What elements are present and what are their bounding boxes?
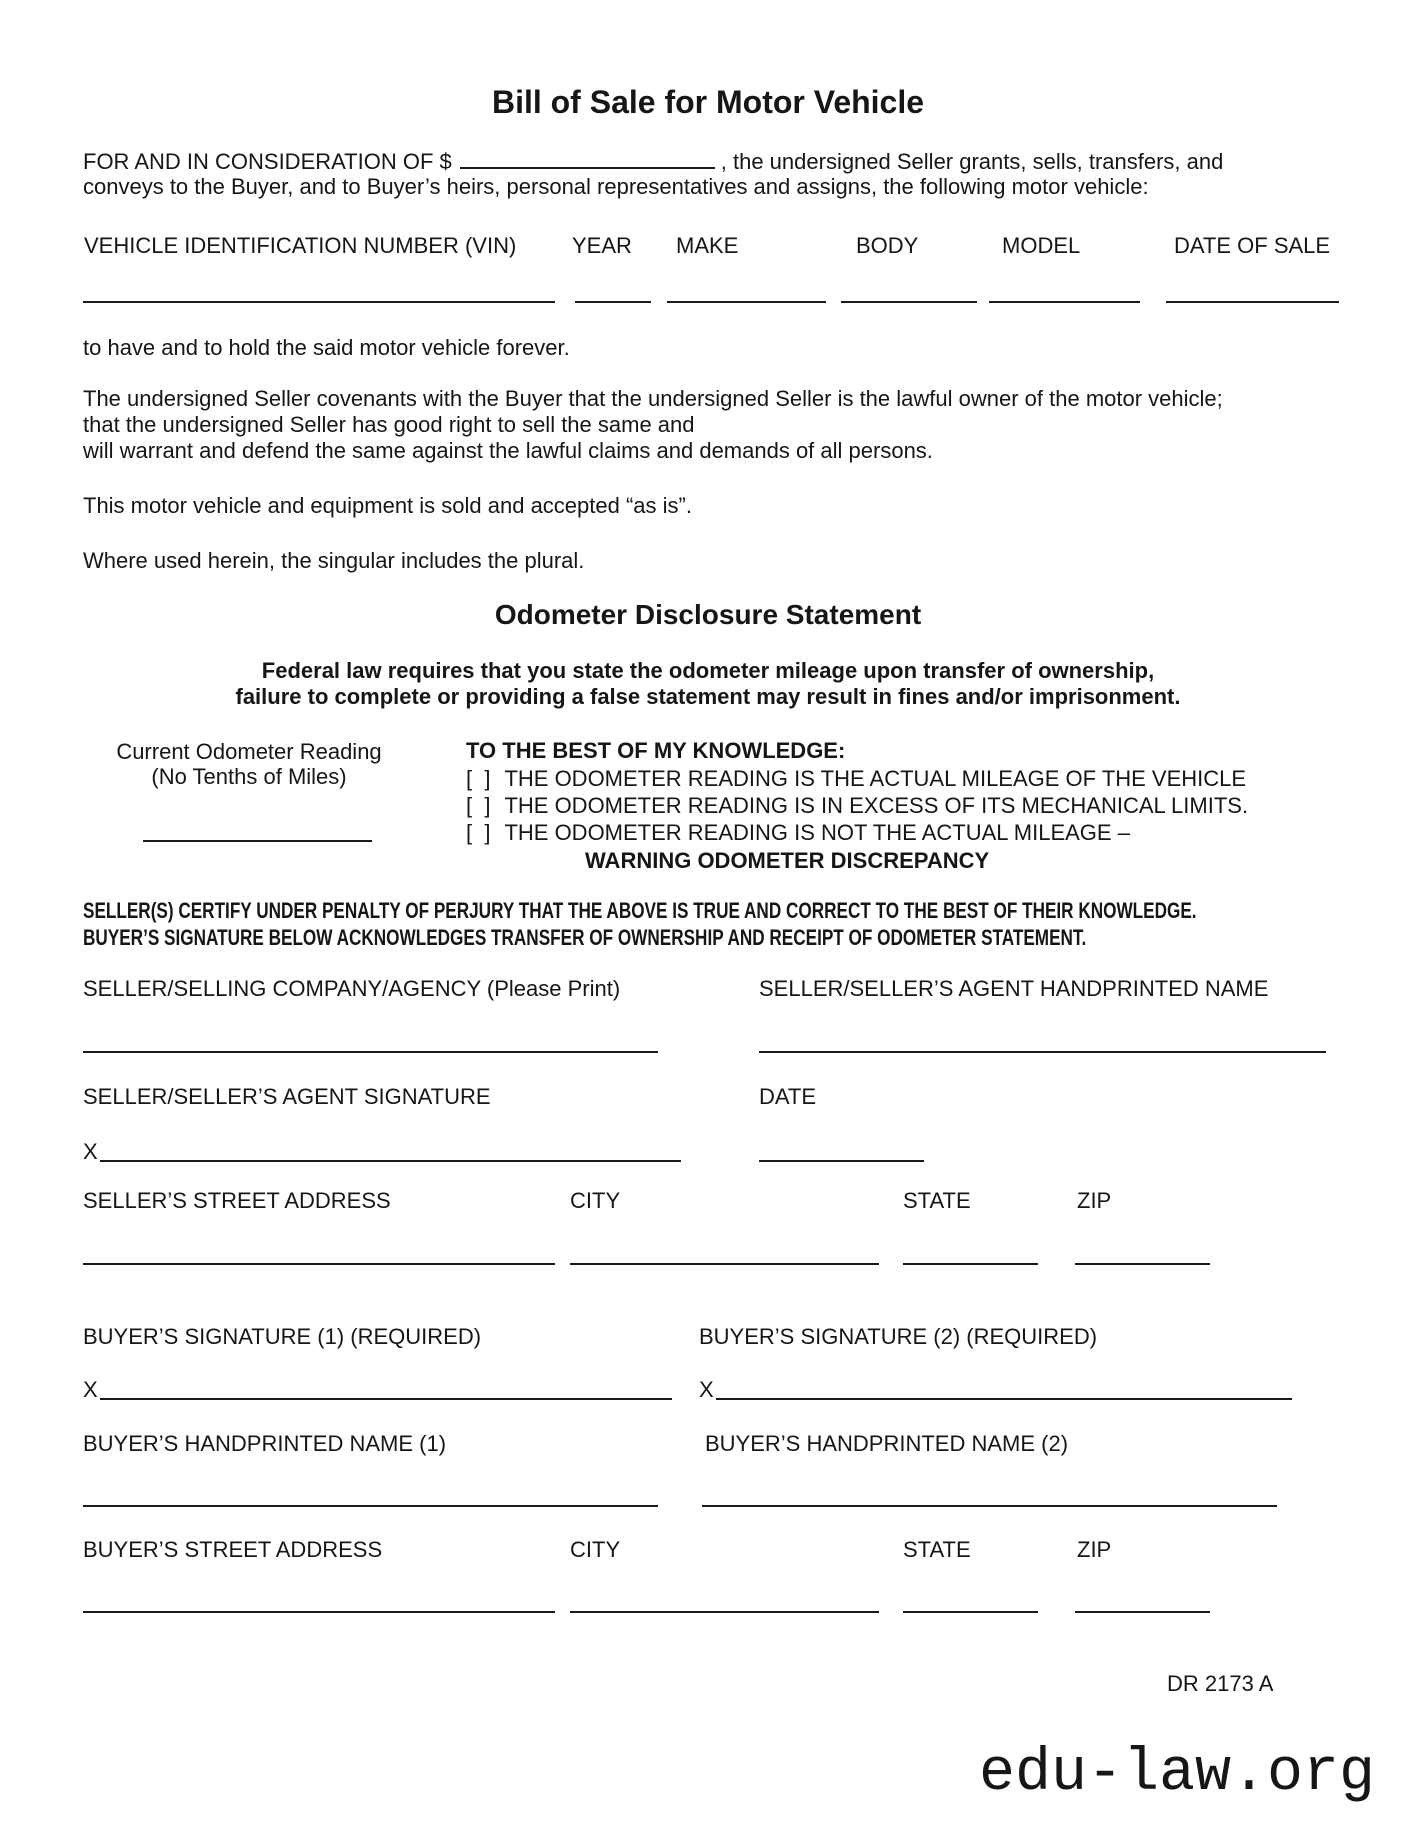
odometer-option-actual [466,766,1246,791]
odometer-reading-label-line1: Current Odometer Reading [116,739,382,764]
hold-clause: to have and to hold the said motor vehicle forever. [83,335,570,360]
buyer-signature2-x-mark: X [699,1377,714,1402]
federal-law-notice [0,658,1416,710]
page-title: Bill of Sale for Motor Vehicle [491,84,925,120]
knowledge-heading: TO THE BEST OF MY KNOWLEDGE: [466,738,846,763]
date-of-sale-input-line[interactable] [1166,301,1339,303]
seller-signature-x-mark: X [83,1139,98,1164]
seller-date-input-line[interactable] [759,1160,924,1162]
odometer-section-heading: Odometer Disclosure Statement [494,599,922,630]
make-input-line[interactable] [667,301,826,303]
covenant-clause [83,386,1223,464]
odometer-option-excess [466,793,1248,818]
seller-date-label: DATE [759,1084,817,1109]
odometer-option-not-actual-label: THE ODOMETER READING IS NOT THE ACTUAL MILEAGE – [504,820,1130,845]
seller-signature-input-line[interactable] [100,1160,681,1162]
odometer-reading-label-line2: (No Tenths of Miles) [151,764,347,789]
odometer-reading-input-line[interactable] [143,840,372,842]
consideration-paragraph [83,147,1223,199]
buyer-signature2-label: BUYER’S SIGNATURE (2) (REQUIRED) [699,1324,1098,1349]
seller-city-label: CITY [570,1188,621,1213]
model-column-header: MODEL [1002,233,1081,258]
federal-law-notice-line2: failure to complete or providing a false statement may result in fines and/or imprisonment. [235,684,1181,709]
checkbox-not-actual-mileage[interactable]: [ ] [466,820,491,845]
checkbox-actual-mileage[interactable]: [ ] [466,766,491,791]
buyer-street-input-line[interactable] [83,1611,555,1613]
vin-column-header: VEHICLE IDENTIFICATION NUMBER (VIN) [84,233,517,258]
buyer-signature1-x-mark: X [83,1377,98,1402]
buyer-signature2-input-line[interactable] [716,1398,1292,1400]
covenant-line1: The undersigned Seller covenants with the Buyer that the undersigned Seller is the lawful owner of the motor vehicle; [83,386,1223,411]
consideration-prefix: FOR AND IN CONSIDERATION OF $ [83,149,452,174]
certify-statement-line1: SELLER(S) CERTIFY UNDER PENALTY OF PERJURY THAT THE ABOVE IS TRUE AND CORRECT TO THE BEST OF THEIR KNOWLEDGE. [83,898,1197,923]
consideration-after-blank: , the undersigned Seller grants, sells, transfers, and [720,149,1224,174]
buyer-name2-input-line[interactable] [702,1505,1277,1507]
body-input-line[interactable] [841,301,977,303]
seller-agent-name-label: SELLER/SELLER’S AGENT HANDPRINTED NAME [759,976,1269,1001]
amount-blank-field[interactable] [460,147,715,169]
buyer-zip-input-line[interactable] [1075,1611,1210,1613]
federal-law-notice-line1: Federal law requires that you state the odometer mileage upon transfer of ownership, [261,658,1155,683]
year-input-line[interactable] [575,301,651,303]
year-column-header: YEAR [572,233,632,258]
seller-zip-input-line[interactable] [1075,1263,1210,1265]
buyer-state-input-line[interactable] [903,1611,1038,1613]
buyer-street-label: BUYER’S STREET ADDRESS [83,1537,383,1562]
buyer-zip-label: ZIP [1077,1537,1112,1562]
covenant-line3: will warrant and defend the same against the lawful claims and demands of all persons. [83,438,933,463]
body-column-header: BODY [856,233,919,258]
buyer-state-label: STATE [903,1537,971,1562]
odometer-reading-label [84,739,414,789]
odometer-warning-label: WARNING ODOMETER DISCREPANCY [585,848,990,873]
buyer-name2-label: BUYER’S HANDPRINTED NAME (2) [705,1431,1069,1456]
seller-city-input-line[interactable] [570,1263,879,1265]
buyer-name1-input-line[interactable] [83,1505,658,1507]
date-of-sale-column-header: DATE OF SALE [1174,233,1331,258]
buyer-signature1-label: BUYER’S SIGNATURE (1) (REQUIRED) [83,1324,482,1349]
model-input-line[interactable] [989,301,1140,303]
covenant-line2: that the undersigned Seller has good right to sell the same and [83,412,695,437]
buyer-city-label: CITY [570,1537,621,1562]
seller-company-input-line[interactable] [83,1051,658,1053]
consideration-line2: conveys to the Buyer, and to Buyer’s heirs, personal representatives and assigns, the following motor vehicle: [83,174,1149,199]
make-column-header: MAKE [676,233,739,258]
vin-input-line[interactable] [83,301,555,303]
odometer-option-not-actual [466,820,1130,845]
seller-state-input-line[interactable] [903,1263,1038,1265]
certify-statement-line2: BUYER’S SIGNATURE BELOW ACKNOWLEDGES TRANSFER OF OWNERSHIP AND RECEIPT OF ODOMETER STATEMENT. [83,925,1087,950]
checkbox-excess-limits[interactable]: [ ] [466,793,491,818]
seller-agent-name-input-line[interactable] [759,1051,1326,1053]
seller-street-label: SELLER’S STREET ADDRESS [83,1188,391,1213]
singular-clause: Where used herein, the singular includes the plural. [83,548,585,573]
seller-company-label: SELLER/SELLING COMPANY/AGENCY (Please Print) [83,976,621,1001]
buyer-city-input-line[interactable] [570,1611,879,1613]
seller-state-label: STATE [903,1188,971,1213]
buyer-signature1-input-line[interactable] [100,1398,672,1400]
as-is-clause: This motor vehicle and equipment is sold and accepted “as is”. [83,493,692,518]
odometer-option-excess-label: THE ODOMETER READING IS IN EXCESS OF ITS MECHANICAL LIMITS. [504,793,1249,818]
seller-zip-label: ZIP [1077,1188,1112,1213]
buyer-name1-label: BUYER’S HANDPRINTED NAME (1) [83,1431,447,1456]
seller-street-input-line[interactable] [83,1263,555,1265]
edu-law-watermark: edu-law.org [979,1740,1376,1808]
odometer-option-actual-label: THE ODOMETER READING IS THE ACTUAL MILEAGE OF THE VEHICLE [504,766,1247,791]
form-number: DR 2173 A [1167,1671,1274,1696]
seller-signature-label: SELLER/SELLER’S AGENT SIGNATURE [83,1084,491,1109]
